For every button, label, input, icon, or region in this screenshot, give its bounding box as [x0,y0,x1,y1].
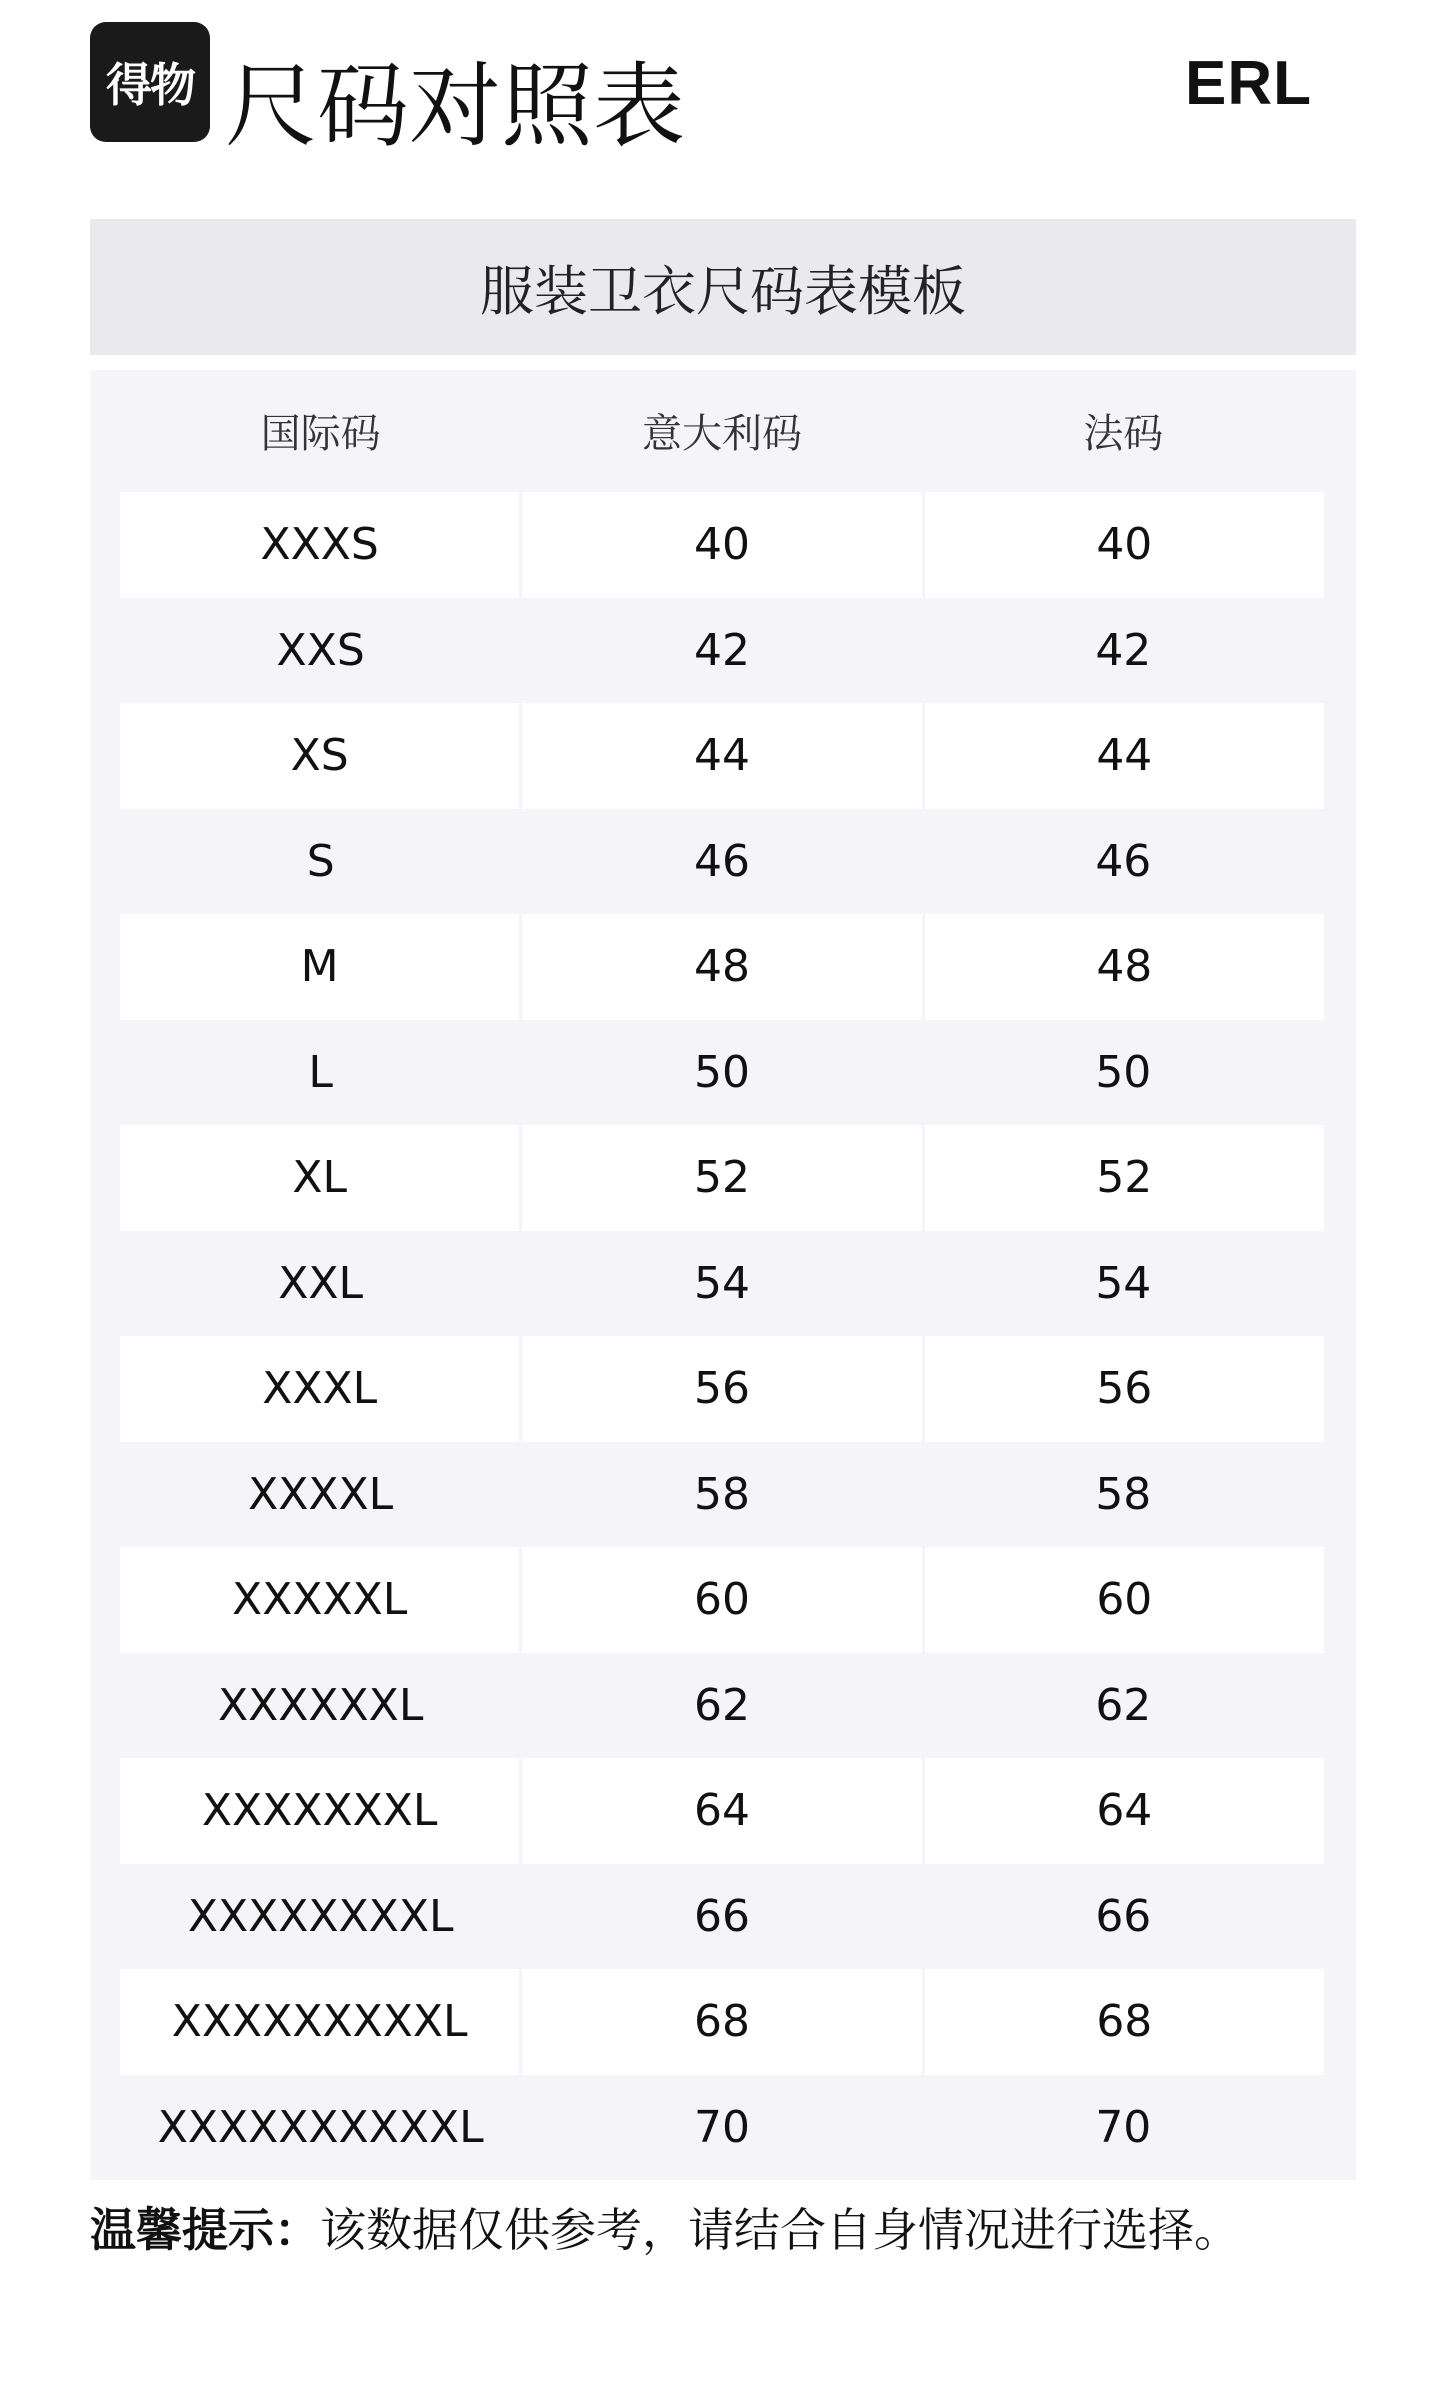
cell-italian-size: 46 [693,835,750,887]
cell-international-size: XXL [278,1257,364,1309]
table-row [120,1231,1324,1337]
cell-french-size: 70 [1095,2101,1152,2153]
table-body [120,492,1324,2180]
cell-french-size: 64 [922,1758,1324,1864]
table-row [120,492,1324,598]
cell-french-size: 58 [1095,1468,1152,1520]
page-title: 尺码对照表 [225,53,686,160]
cell-italian-size: 62 [693,1679,750,1731]
cell-french-size: 46 [1095,835,1152,887]
cell-italian-size: 44 [519,703,921,809]
cell-french-size: 60 [922,1547,1324,1653]
cell-international-size: XXXXXXXL [120,1758,519,1864]
cell-french-size: 66 [1095,1890,1152,1942]
cell-international-size: S [306,835,335,887]
cell-french-size: 42 [1095,624,1152,676]
cell-italian-size: 52 [519,1125,921,1231]
notice-label: 温馨提示： [90,2203,320,2257]
cell-french-size: 54 [1095,1257,1152,1309]
logo-text: 得物 [106,58,194,112]
table-header-row [120,370,1324,490]
cell-international-size: XXXL [120,1336,519,1442]
cell-international-size: L [308,1046,333,1098]
cell-international-size: XXXXL [248,1468,394,1520]
cell-international-size: XXXXXXL [217,1679,424,1731]
cell-french-size: 50 [1095,1046,1152,1098]
cell-french-size: 52 [922,1125,1324,1231]
cell-italian-size: 68 [519,1969,921,2075]
cell-international-size: XXXXXXXXXL [120,1969,519,2075]
column-header-french: 法码 [1083,410,1164,457]
size-table-title-bar [90,219,1356,355]
cell-international-size: XXXXXXXXXXL [157,2101,484,2153]
table-row [120,809,1324,915]
brand-name: ERL [1185,49,1312,118]
cell-italian-size: 64 [519,1758,921,1864]
cell-international-size: M [120,914,519,1020]
table-row [120,598,1324,704]
table-row [120,914,1324,1020]
notice [90,2200,1240,2260]
cell-italian-size: 48 [519,914,921,1020]
cell-italian-size: 56 [519,1336,921,1442]
table-row [120,1547,1324,1653]
cell-italian-size: 70 [693,2101,750,2153]
cell-french-size: 40 [922,492,1324,598]
cell-italian-size: 40 [519,492,921,598]
cell-french-size: 44 [922,703,1324,809]
table-row [120,1442,1324,1548]
cell-french-size: 56 [922,1336,1324,1442]
cell-italian-size: 42 [693,624,750,676]
cell-french-size: 48 [922,914,1324,1020]
cell-international-size: XXS [276,624,365,676]
table-row [120,1336,1324,1442]
cell-italian-size: 50 [693,1046,750,1098]
table-row [120,1653,1324,1759]
table-row [120,1125,1324,1231]
cell-international-size: XXXS [120,492,519,598]
cell-international-size: XXXXXXXXL [187,1890,454,1942]
cell-international-size: XXXXXL [120,1547,519,1653]
cell-international-size: XS [120,703,519,809]
cell-international-size: XL [120,1125,519,1231]
cell-italian-size: 60 [519,1547,921,1653]
cell-italian-size: 58 [693,1468,750,1520]
cell-french-size: 68 [922,1969,1324,2075]
notice-text: 该数据仅供参考，请结合自身情况进行选择。 [320,2203,1240,2257]
column-header-international: 国际码 [260,410,381,457]
table-row [120,1969,1324,2075]
column-header-italian: 意大利码 [641,410,802,457]
table-row [120,1864,1324,1970]
table-row [120,2075,1324,2181]
cell-italian-size: 66 [693,1890,750,1942]
cell-italian-size: 54 [693,1257,750,1309]
table-row [120,703,1324,809]
table-row [120,1758,1324,1864]
size-table-title: 服装卫衣尺码表模板 [480,259,966,323]
cell-french-size: 62 [1095,1679,1152,1731]
size-table [90,370,1356,2180]
table-row [120,1020,1324,1126]
app-logo [90,22,210,142]
